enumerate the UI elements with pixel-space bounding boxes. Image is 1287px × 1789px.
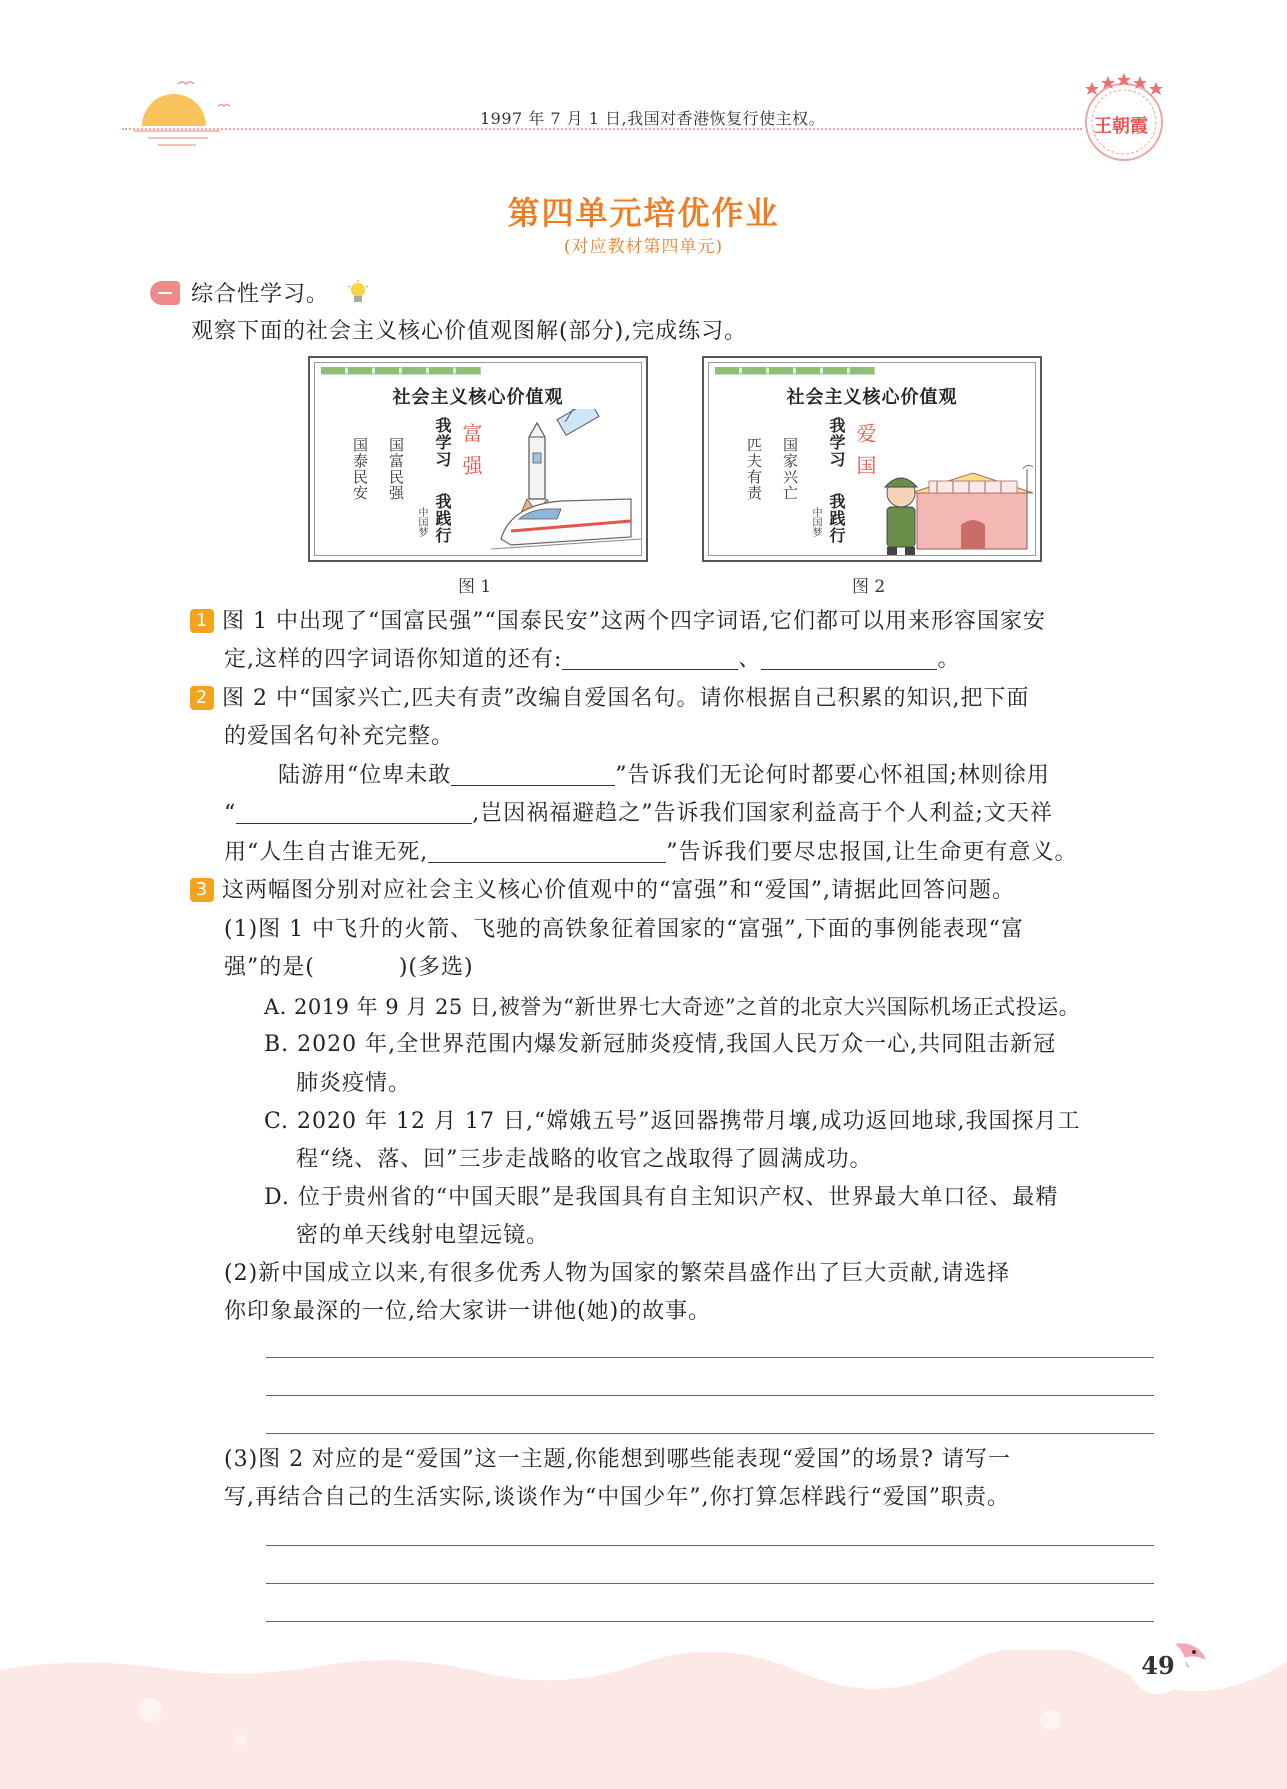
section-intro: 观察下面的社会主义核心价值观图解(部分),完成练习。 xyxy=(191,319,748,344)
soldier-tiananmen-icon xyxy=(877,463,1035,557)
question-2-text-5a: 用“人生自古谁无死, xyxy=(224,840,429,865)
question-3-part2-line1: (2)新中国成立以来,有很多优秀人物为国家的繁荣昌盛作出了巨大贡献,请选择 xyxy=(224,1261,1011,1286)
progress-strip-decoration xyxy=(321,367,481,375)
option-b-line2: 肺炎疫情。 xyxy=(296,1071,412,1096)
question-2-text: 图 2 中“国家兴亡,匹夫有责”改编自爱国名句。请你根据自己积累的知识,把下面 xyxy=(222,686,1030,711)
progress-strip-decoration xyxy=(715,367,875,375)
footer-wave-decoration xyxy=(0,1650,1287,1789)
answer-line[interactable] xyxy=(266,1583,1154,1584)
question-1-number: 1 xyxy=(190,609,214,633)
figure-2-small: 中国梦 xyxy=(810,507,821,537)
figure-1-big-word: 富强 xyxy=(459,423,483,487)
option-c-line2: 程“绕、落、回”三步走战略的收官之战取得了圆满成功。 xyxy=(296,1147,873,1172)
lightbulb-icon xyxy=(346,280,370,306)
question-3-part2-line2: 你印象最深的一位,给大家讲一讲他(她)的故事。 xyxy=(224,1299,712,1324)
answer-blank-q2-1[interactable] xyxy=(451,759,615,786)
option-d-line2: 密的单天线射电望远镜。 xyxy=(296,1223,550,1248)
figure-2-col-c2: 我践行 xyxy=(827,493,846,544)
answer-blank-q1-1[interactable] xyxy=(562,643,738,670)
figure-2-col-b: 国家兴亡 xyxy=(781,437,799,501)
question-2-line3 xyxy=(278,757,1050,795)
figure-2-col-c1: 我学习 xyxy=(827,417,846,468)
figure-1 xyxy=(308,356,648,562)
page-number: 49 xyxy=(1130,1638,1186,1694)
question-2-line1 xyxy=(190,680,1029,718)
figure-2-big-word: 爱国 xyxy=(853,423,877,487)
question-3-part3-line1: (3)图 2 对应的是“爱国”这一主题,你能想到哪些能表现“爱国”的场景? 请写一 xyxy=(224,1447,1011,1472)
question-3-part1-line2 xyxy=(224,949,474,987)
answer-line[interactable] xyxy=(266,1621,1154,1622)
figure-1-col-c2: 我践行 xyxy=(433,493,452,544)
answer-blank-q2-3[interactable] xyxy=(428,836,666,863)
question-3-number: 3 xyxy=(190,878,214,902)
answer-line[interactable] xyxy=(266,1545,1154,1546)
question-2-text-5b: ”告诉我们要尽忠报国,让生命更有意义。 xyxy=(666,840,1078,865)
question-2-line2: 的爱国名句补充完整。 xyxy=(224,724,455,749)
figure-1-small: 中国梦 xyxy=(416,507,427,537)
figure-2-title: 社会主义核心价值观 xyxy=(786,387,958,408)
question-2-number: 2 xyxy=(190,686,214,710)
question-2-text-4b: ,岂因祸福避趋之”告诉我们国家利益高于个人利益;文天祥 xyxy=(472,801,1053,826)
question-3-part1-text-b: )(多选) xyxy=(398,955,474,980)
question-3-text: 这两幅图分别对应社会主义核心价值观中的“富强”和“爱国”,请据此回答问题。 xyxy=(222,878,1015,903)
sun-decoration-icon xyxy=(128,76,238,156)
option-b-line1: B. 2020 年,全世界范围内爆发新冠肺炎疫情,我国人民万众一心,共同阻击新冠 xyxy=(264,1032,1057,1057)
question-1-text-a: 定,这样的四字词语你知道的还有: xyxy=(224,647,563,672)
answer-line[interactable] xyxy=(266,1433,1154,1434)
option-d-line1: D. 位于贵州省的“中国天眼”是我国具有自主知识产权、世界最大单口径、最精 xyxy=(264,1185,1059,1210)
question-3-part1-line1: (1)图 1 中飞升的火箭、飞驰的高铁象征着国家的“富强”,下面的事例能表现“富 xyxy=(224,917,1024,942)
header-note: 1997 年 7 月 1 日,我国对香港恢复行使主权。 xyxy=(480,109,826,128)
figure-1-col-c1: 我学习 xyxy=(433,417,452,468)
question-3-line1 xyxy=(190,872,1015,910)
option-a: A. 2019 年 9 月 25 日,被誉为“新世界七大奇迹”之首的北京大兴国际机场正式投运。 xyxy=(264,995,1081,1019)
answer-line[interactable] xyxy=(266,1395,1154,1396)
question-3-part1-text-a: 强”的是( xyxy=(224,955,315,980)
option-c-line1: C. 2020 年 12 月 17 日,“嫦娥五号”返回器携带月壤,成功返回地球,我国探月工 xyxy=(264,1109,1081,1134)
page-title: 第四单元培优作业 xyxy=(507,194,780,232)
question-3-part3-line2: 写,再结合自己的生活实际,谈谈作为“中国少年”,你打算怎样践行“爱国”职责。 xyxy=(224,1485,1010,1510)
question-1-text: 图 1 中出现了“国富民强”“国泰民安”这两个四字词语,它们都可以用来形容国家安 xyxy=(222,609,1046,634)
figure-2-col-a: 匹夫有责 xyxy=(745,437,763,501)
question-2-line5 xyxy=(224,834,1078,872)
figure-2-caption: 图 2 xyxy=(852,577,886,597)
question-2-text-3a: 陆游用“位卑未敢 xyxy=(278,763,452,788)
answer-line[interactable] xyxy=(266,1357,1154,1358)
question-1-line1 xyxy=(190,603,1046,641)
answer-blank-q3-choice[interactable] xyxy=(315,952,399,978)
figure-1-col-a: 国泰民安 xyxy=(351,437,369,501)
figure-1-col-b: 国富民强 xyxy=(387,437,405,501)
question-1-end: 。 xyxy=(937,647,961,672)
section-title: 综合性学习。 xyxy=(191,282,330,307)
answer-blank-q1-2[interactable] xyxy=(761,643,937,670)
brand-seal-text: 王朝霞 xyxy=(1094,116,1148,137)
question-2-text-3b: ”告诉我们无论何时都要心怀祖国;林则徐用 xyxy=(615,763,1050,788)
question-2-line4 xyxy=(224,795,1053,833)
answer-blank-q2-2[interactable] xyxy=(236,797,472,824)
question-2-text-4a: “ xyxy=(224,801,237,826)
question-1-line2 xyxy=(224,641,960,679)
page-subtitle: (对应教材第四单元) xyxy=(563,237,724,257)
header-divider xyxy=(122,128,1082,130)
question-1-separator: 、 xyxy=(738,647,762,672)
section-badge xyxy=(150,281,180,305)
figure-1-caption: 图 1 xyxy=(458,577,492,597)
rocket-train-satellite-icon xyxy=(491,409,641,555)
figure-2 xyxy=(702,356,1042,562)
figure-1-title: 社会主义核心价值观 xyxy=(392,387,564,408)
